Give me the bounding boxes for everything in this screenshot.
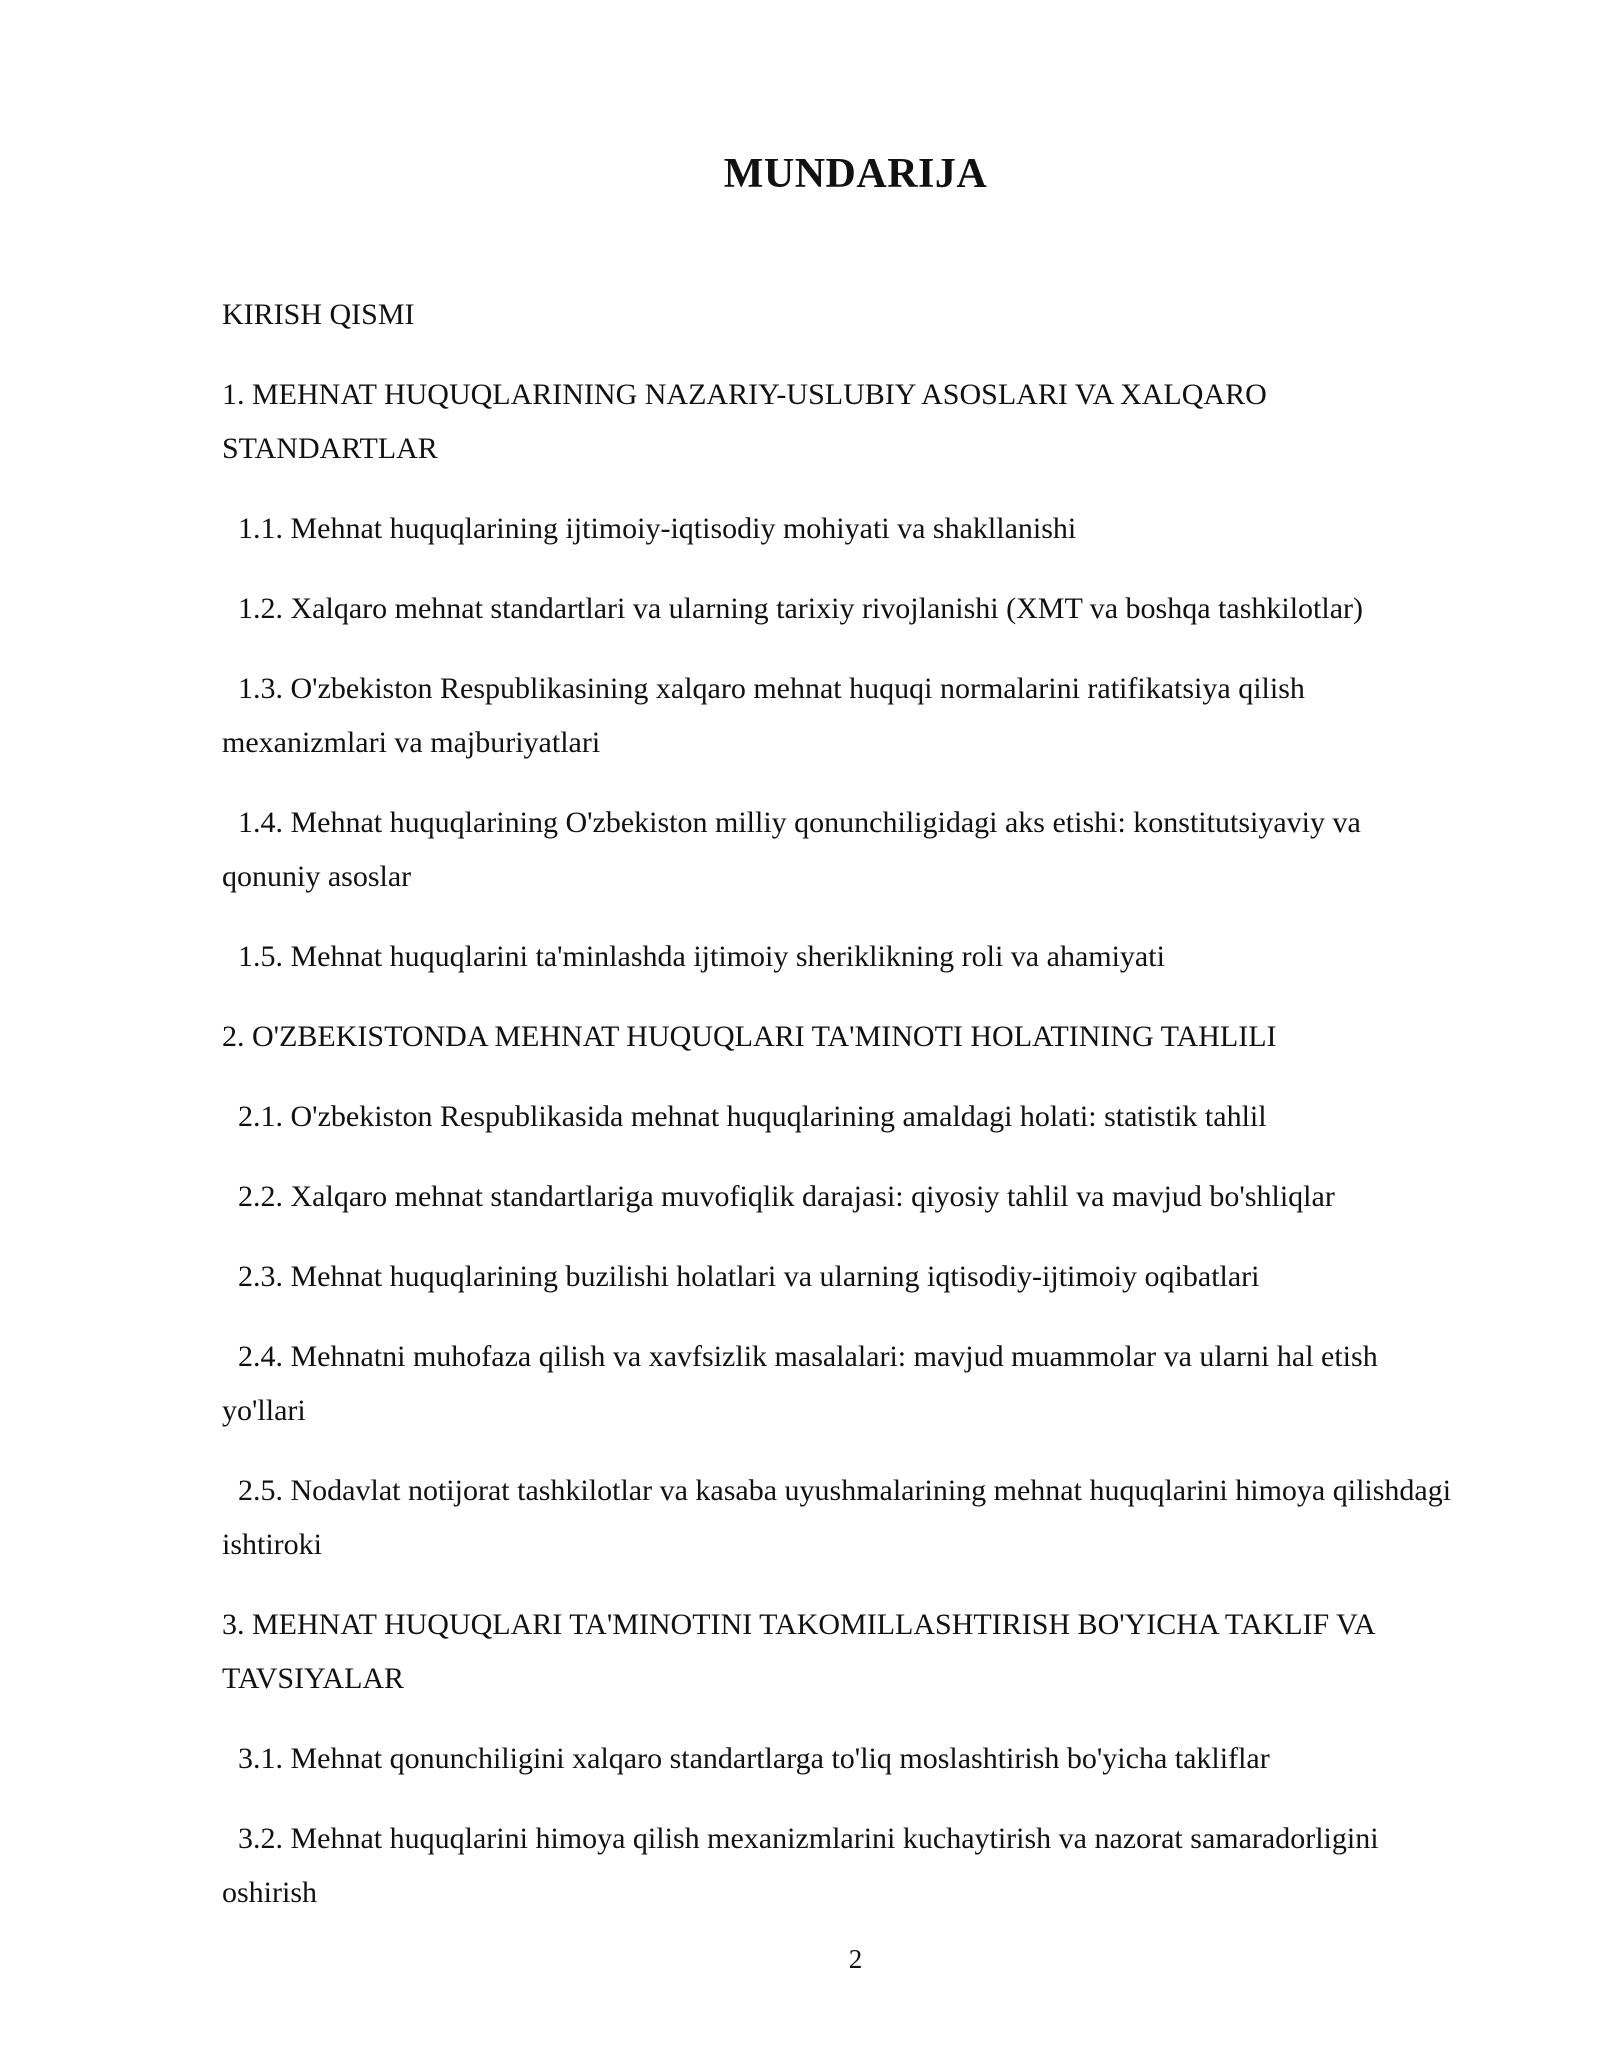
toc-entry: 1.3. O'zbekiston Respublikasining xalqaro mehnat huquqi normalarini ratifikatsiya qilish mexanizmlari va majburiyatlari — [222, 672, 1305, 759]
toc-entry: 1.2. Xalqaro mehnat standartlari va ularning tarixiy rivojlanishi (XMT va boshqa tashkilotlar) — [238, 592, 1363, 625]
page-title: MUNDARIJA — [723, 151, 988, 197]
toc-entry: 2.4. Mehnatni muhofaza qilish va xavfsizlik masalalari: mavjud muammolar va ularni hal etish yo'llari — [222, 1340, 1378, 1427]
toc-entry: 2. O'ZBEKISTONDA MEHNAT HUQUQLARI TA'MINOTI HOLATINING TAHLILI — [222, 1020, 1277, 1053]
table-of-contents — [222, 288, 1462, 1946]
toc-entry: 2.1. O'zbekiston Respublikasida mehnat huquqlarining amaldagi holati: statistik tahlil — [238, 1100, 1267, 1133]
toc-entry: 3. MEHNAT HUQUQLARI TA'MINOTINI TAKOMILLASHTIRISH BO'YICHA TAKLIF VA TAVSIYALAR — [222, 1608, 1374, 1695]
toc-entry: 1.1. Mehnat huquqlarining ijtimoiy-iqtisodiy mohiyati va shakllanishi — [238, 512, 1077, 545]
toc-entry: 1.4. Mehnat huquqlarining O'zbekiston milliy qonunchiligidagi aks etishi: konstitutsiyaviy va qonuniy asoslar — [222, 806, 1361, 893]
toc-entry: 2.5. Nodavlat notijorat tashkilotlar va kasaba uyushmalarining mehnat huquqlarini himoya qilishdagi ishtiroki — [222, 1474, 1452, 1561]
toc-entry: 2.3. Mehnat huquqlarining buzilishi holatlari va ularning iqtisodiy-ijtimoiy oqibatlari — [238, 1260, 1260, 1293]
toc-entry: 3.1. Mehnat qonunchiligini xalqaro standartlarga to'liq moslashtirish bo'yicha takliflar — [238, 1742, 1270, 1775]
toc-entry: 2.2. Xalqaro mehnat standartlariga muvofiqlik darajasi: qiyosiy tahlil va mavjud bo'shliqlar — [238, 1180, 1335, 1213]
toc-entry: KIRISH QISMI — [222, 298, 415, 331]
page-number: 2 — [848, 1944, 863, 1974]
toc-entry: 3.2. Mehnat huquqlarini himoya qilish mexanizmlarini kuchaytirish va nazorat samaradorligini oshirish — [222, 1822, 1379, 1909]
toc-entry: 1. MEHNAT HUQUQLARINING NAZARIY-USLUBIY ASOSLARI VA XALQARO STANDARTLAR — [222, 378, 1267, 465]
toc-entry: 1.5. Mehnat huquqlarini ta'minlashda ijtimoiy sheriklikning roli va ahamiyati — [238, 940, 1165, 973]
